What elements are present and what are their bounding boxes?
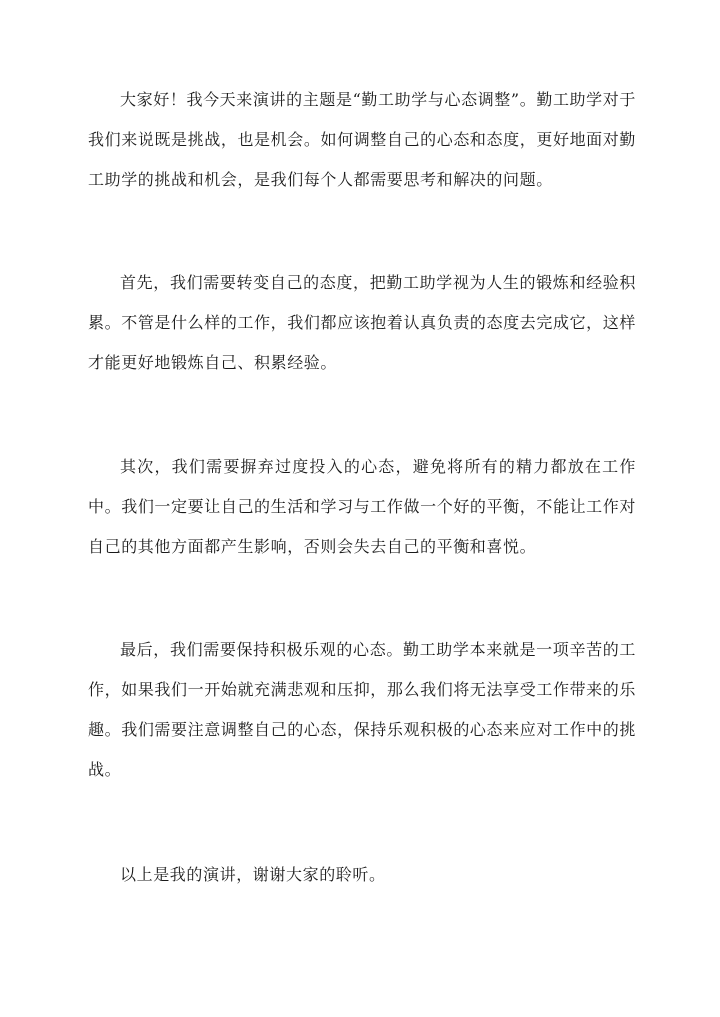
paragraph-second-point: 其次，我们需要摒弃过度投入的心态，避免将所有的精力都放在工作中。我们一定要让自己的生活和学习与工作做一个好的平衡，不能让工作对自己的其他方面都产生影响，否则会失去自己的平衡和喜悦。	[88, 457, 636, 556]
paragraph-intro: 大家好！我今天来演讲的主题是“勤工助学与心态调整”。勤工助学对于我们来说既是挑战，也是机会。如何调整自己的心态和态度，更好地面对勤工助学的挑战和机会，是我们每个人都需要思考和解决的问题。	[88, 90, 636, 189]
paragraph-first-point: 首先，我们需要转变自己的态度，把勤工助学视为人生的锻炼和经验积累。不管是什么样的工作，我们都应该抱着认真负责的态度去完成它，这样才能更好地锻炼自己、积累经验。	[88, 273, 636, 372]
paragraph-closing: 以上是我的演讲，谢谢大家的聆听。	[120, 865, 386, 884]
paragraph-third-point: 最后，我们需要保持积极乐观的心态。勤工助学本来就是一项辛苦的工作，如果我们一开始就充满悲观和压抑，那么我们将无法享受工作带来的乐趣。我们需要注意调整自己的心态，保持乐观积极的心态来应对工作中的挑战。	[88, 640, 636, 779]
